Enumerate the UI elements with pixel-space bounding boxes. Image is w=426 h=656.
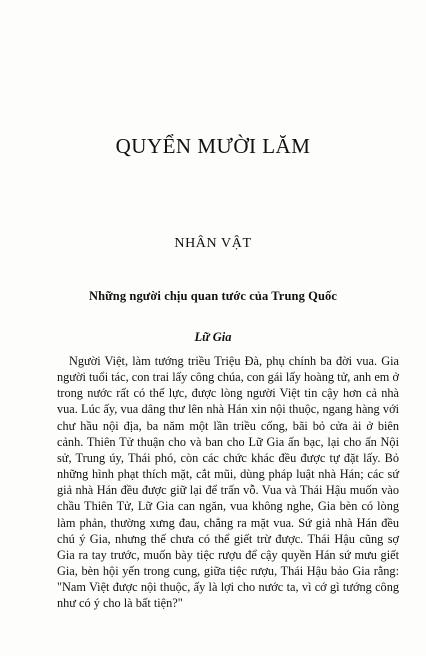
subsection-title: Những người chịu quan tước của Trung Quốc bbox=[88, 289, 338, 303]
chapter-title: QUYỂN MƯỜI LĂM bbox=[115, 134, 311, 158]
person-name: Lữ Gia bbox=[194, 330, 232, 344]
body-paragraph: Người Việt, làm tướng triều Triệu Đà, phụ chính ba đời vua. Gia người tuổi tác, con trai lấy công chúa, con gái lấy hoàng tử, anh em ở trong nước rất có thế lực, được lòng người Việt tin cậy hơn cả nhà vua. Lúc ấy, vua dâng thư lên nhà Hán xin nội thuộc, ngang hàng với chư hầu nội địa, ba năm một lần triều cống, bãi bỏ cửa ải ở biên cảnh. Thiên Tử thuận cho và ban cho Lữ Gia ấn bạc, lại cho ấn Nội sử, Trung úy, Thái phó, còn các chức khác đều được tự đặt lấy. Bỏ những hình phạt thích mặt, cắt mũi, dùng pháp luật nhà Hán; các sứ giả nhà Hán đều được giữ lại để trấn vỗ. Vua và Thái Hậu muốn vào chầu Thiên Tử, Lữ Gia can ngăn, vua không nghe, Gia bèn có lòng làm phản, thường xưng đau, chẳng ra mặt vua. Sứ giả nhà Hán đều chú ý Gia, nhưng thế chưa có thể giết trừ được. Thái Hậu cũng sợ Gia ra tay trước, muốn bày tiệc rượu để cậy quyền Hán sứ mưu giết Gia, bèn hội yến trong cung, giữa tiệc rượu, Thái Hậu bảo Gia rằng: "Nam Việt được nội thuộc, ấy là lợi cho nước ta, vì cớ gì tướng công như có ý cho là bất tiện?" bbox=[57, 354, 399, 611]
section-title: NHÂN VẬT bbox=[174, 236, 252, 251]
